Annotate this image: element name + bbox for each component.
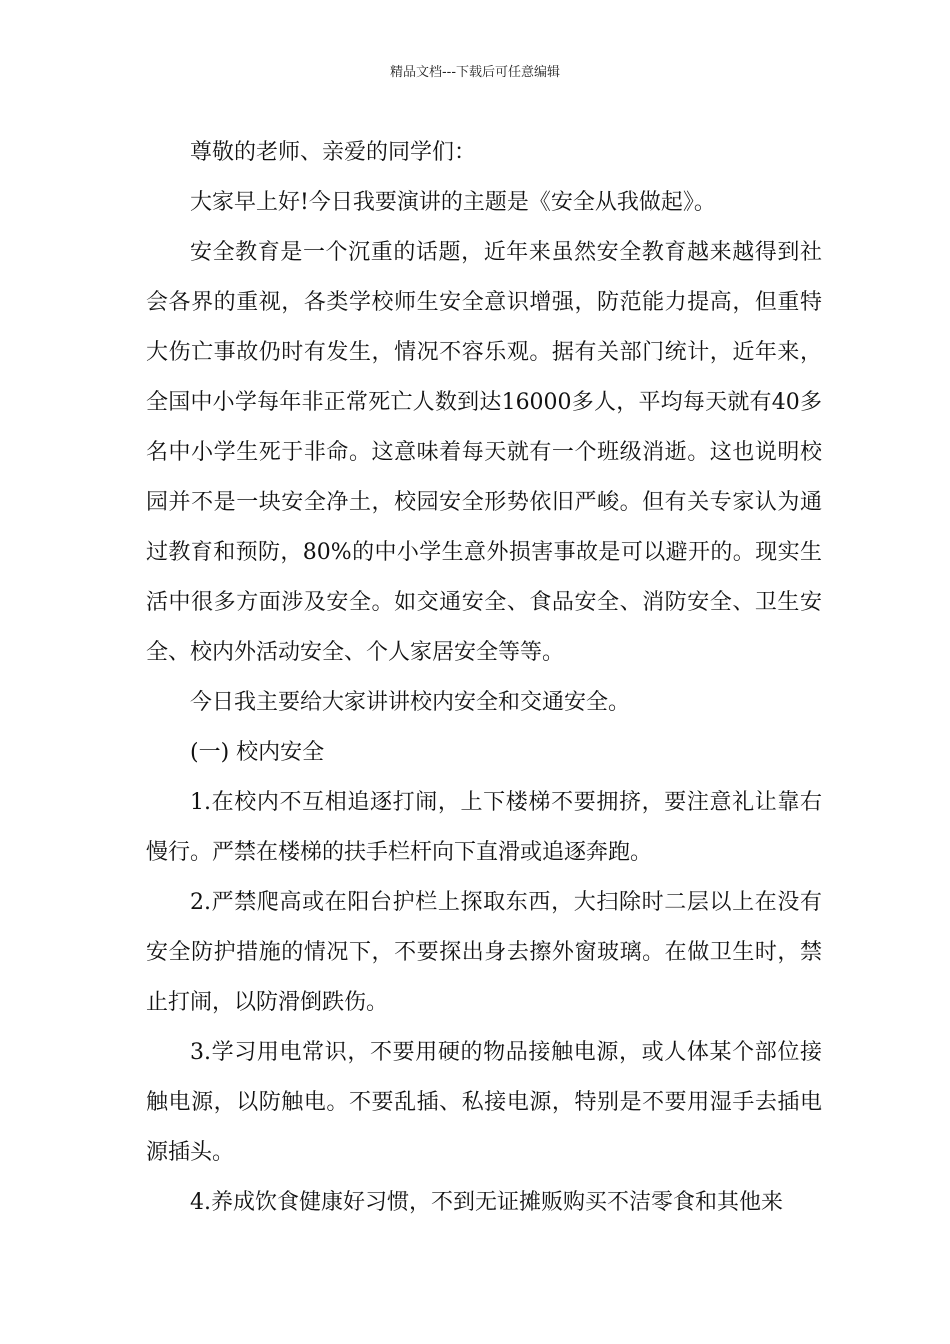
topic-paragraph: 今日我主要给大家讲讲校内安全和交通安全。 — [190, 690, 631, 715]
page-header: 精品文档---下载后可任意编辑 — [389, 65, 561, 80]
rule-item-1: 1.在校内不互相追逐打闹，上下楼梯不要拥挤，要注意礼让靠右慢行。严禁在楼梯的扶手栏杆向下直滑或追逐奔跑。 — [146, 790, 822, 865]
rule-item-3: 3.学习用电常识，不要用硬的物品接触电源，或人体某个部位接触电源，以防触电。不要乱插、私接电源，特别是不要用湿手去插电源插头。 — [146, 1040, 822, 1165]
rule-item-2: 2.严禁爬高或在阳台护栏上探取东西，大扫除时二层以上在没有安全防护措施的情况下，不要探出身去擦外窗玻璃。在做卫生时，禁止打闹，以防滑倒跌伤。 — [146, 890, 822, 1015]
document-body — [146, 128, 822, 1228]
salutation: 尊敬的老师、亲爱的同学们： — [190, 140, 477, 165]
rule-item-4: 4.养成饮食健康好习惯，不到无证摊贩购买不洁零食和其他来 — [190, 1190, 783, 1215]
intro-paragraph: 安全教育是一个沉重的话题，近年来虽然安全教育越来越得到社会各界的重视，各类学校师生安全意识增强，防范能力提高，但重特大伤亡事故仍时有发生，情况不容乐观。据有关部门统计，近年来，全国中小学每年非正常死亡人数到达16000多人，平均每天就有40多名中小学生死于非命。这意味着每天就有一个班级消逝。这也说明校园并不是一块安全净土，校园安全形势依旧严峻。但有关专家认为通过教育和预防，80%的中小学生意外损害事故是可以避开的。现实生活中很多方面涉及安全。如交通安全、食品安全、消防安全、卫生安全、校内外活动安全、个人家居安全等等。 — [146, 240, 822, 665]
section-heading: (一) 校内安全 — [190, 740, 325, 765]
greeting-paragraph: 大家早上好!今日我要演讲的主题是《安全从我做起》。 — [190, 190, 716, 215]
